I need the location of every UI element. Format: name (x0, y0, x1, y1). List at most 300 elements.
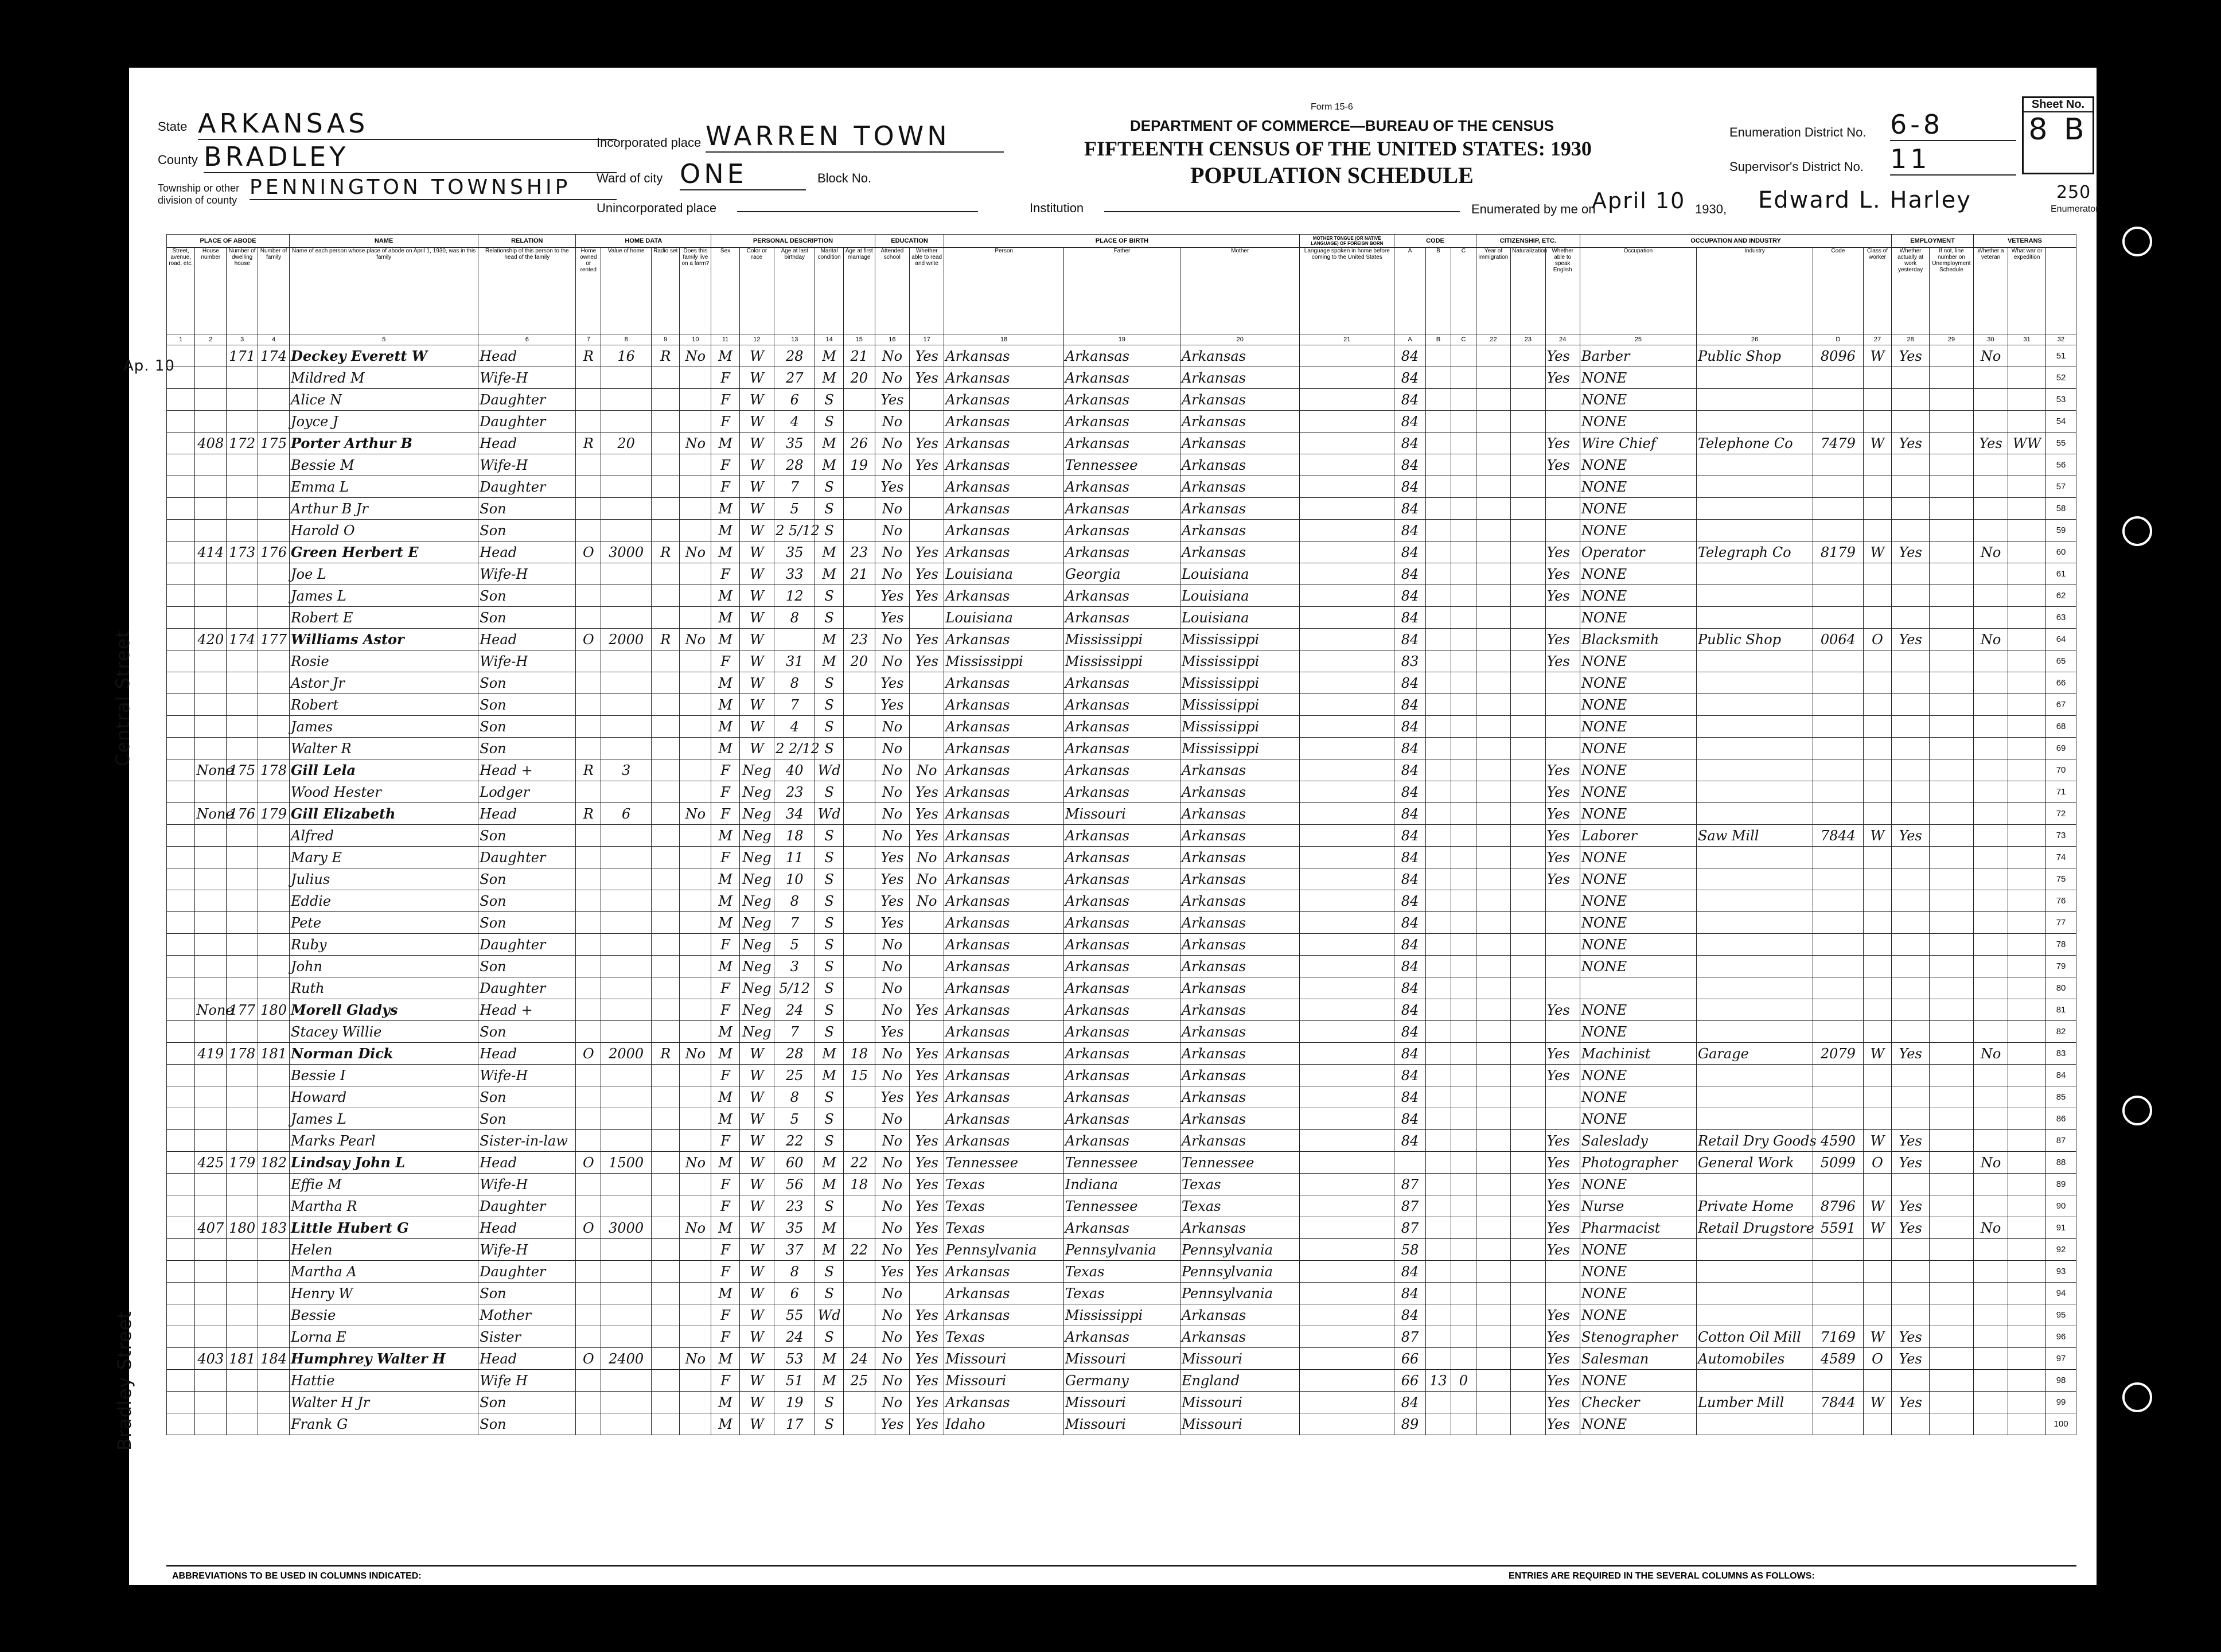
table-row (167, 520, 2076, 541)
immigration-year-cell (1476, 411, 1510, 433)
street-cell (167, 1043, 195, 1065)
veteran-cell: No (1973, 1043, 2008, 1065)
person-name-cell: Wood Hester (290, 781, 478, 803)
war-cell (2008, 476, 2046, 498)
speaks-english-cell: Yes (1545, 345, 1580, 367)
line-number-cell: 68 (2046, 716, 2076, 738)
father-birthplace-cell: Arkansas (1063, 607, 1180, 629)
street-cell (167, 498, 195, 520)
home-tenure-cell (576, 476, 601, 498)
speaks-english-cell: Yes (1545, 868, 1580, 890)
occupation-code-cell (1813, 781, 1863, 803)
mother-birthplace-cell: Arkansas (1180, 956, 1300, 977)
unemployment-line-cell (1930, 1108, 1974, 1130)
table-row (167, 454, 2076, 476)
sheet-label: Sheet No. (2024, 98, 2093, 112)
person-name-cell: Henry W (290, 1283, 478, 1304)
marital-cell: M (815, 563, 843, 585)
industry-cell (1696, 476, 1813, 498)
age-at-marriage-cell: 15 (843, 1065, 875, 1086)
township-value: PENNINGTON TOWNSHIP (250, 176, 617, 200)
speaks-english-cell: Yes (1545, 803, 1580, 825)
radio-cell (652, 1304, 680, 1326)
literacy-cell: Yes (910, 803, 944, 825)
street-cell (167, 868, 195, 890)
dwelling-number-cell: 180 (227, 1217, 258, 1239)
industry-cell (1696, 520, 1813, 541)
table-row (167, 1217, 2076, 1239)
code-a-cell: 58 (1394, 1239, 1426, 1261)
house-number-cell (195, 694, 227, 716)
home-tenure-cell (576, 1413, 601, 1435)
relation-cell: Son (478, 585, 576, 607)
mother-tongue-cell (1300, 1130, 1394, 1152)
house-number-cell (195, 1326, 227, 1348)
family-number-cell (258, 1086, 290, 1108)
occupation-cell: NONE (1580, 1370, 1696, 1392)
code-c-cell (1451, 1065, 1476, 1086)
veteran-cell (1973, 607, 2008, 629)
literacy-cell (910, 607, 944, 629)
war-cell (2008, 563, 2046, 585)
worker-class-cell (1863, 890, 1891, 912)
sex-cell: F (711, 650, 739, 672)
sex-cell: F (711, 1304, 739, 1326)
mother-tongue-cell (1300, 585, 1394, 607)
age-cell: 28 (774, 1043, 815, 1065)
birthplace-cell: Arkansas (944, 890, 1064, 912)
line-number-cell: 67 (2046, 694, 2076, 716)
radio-cell (652, 934, 680, 956)
farm-cell (680, 563, 711, 585)
relation-cell: Son (478, 607, 576, 629)
table-row (167, 629, 2076, 650)
at-work-cell (1892, 454, 1930, 476)
worker-class-cell: W (1863, 1326, 1891, 1348)
birthplace-cell: Arkansas (944, 585, 1064, 607)
sex-cell: F (711, 847, 739, 868)
race-cell: W (739, 672, 774, 694)
home-value-cell (601, 650, 652, 672)
code-b-cell (1425, 1348, 1451, 1370)
worker-class-cell (1863, 759, 1891, 781)
ward-label: Ward of city (597, 171, 663, 185)
supervisor-label: Supervisor's District No. (1729, 159, 1864, 174)
street-cell (167, 345, 195, 367)
sex-cell: M (711, 716, 739, 738)
speaks-english-cell: Yes (1545, 1370, 1580, 1392)
census-sheet (111, 68, 2101, 1585)
code-b-cell (1425, 890, 1451, 912)
literacy-cell (910, 1021, 944, 1043)
person-name-cell: Joyce J (290, 411, 478, 433)
column-number: 29 (1930, 334, 1974, 345)
person-name-cell: Gill Elizabeth (290, 803, 478, 825)
at-work-cell (1892, 934, 1930, 956)
war-cell (2008, 999, 2046, 1021)
unemployment-line-cell (1930, 345, 1974, 367)
literacy-cell (910, 934, 944, 956)
code-b-cell (1425, 650, 1451, 672)
column-description: Class of worker (1863, 248, 1891, 334)
street-cell (167, 454, 195, 476)
marital-cell: S (815, 607, 843, 629)
marital-cell: S (815, 1108, 843, 1130)
unemployment-line-cell (1930, 1130, 1974, 1152)
birthplace-cell: Missouri (944, 1348, 1064, 1370)
occupation-code-cell (1813, 454, 1863, 476)
farm-cell (680, 738, 711, 759)
veteran-cell (1973, 1413, 2008, 1435)
war-cell (2008, 956, 2046, 977)
home-tenure-cell (576, 389, 601, 411)
marital-cell: S (815, 1413, 843, 1435)
worker-class-cell (1863, 1086, 1891, 1108)
age-at-marriage-cell: 23 (843, 629, 875, 650)
table-row (167, 956, 2076, 977)
line-number-cell: 97 (2046, 1348, 2076, 1370)
immigration-year-cell (1476, 1043, 1510, 1065)
race-cell: Neg (739, 868, 774, 890)
occupation-code-cell (1813, 1108, 1863, 1130)
home-value-cell (601, 1065, 652, 1086)
code-b-cell (1425, 585, 1451, 607)
at-work-cell (1892, 1086, 1930, 1108)
industry-cell (1696, 1174, 1813, 1195)
mother-tongue-cell (1300, 1261, 1394, 1283)
immigration-year-cell (1476, 629, 1510, 650)
dwelling-number-cell (227, 411, 258, 433)
home-value-cell (601, 956, 652, 977)
family-number-cell (258, 890, 290, 912)
column-number: C (1451, 334, 1476, 345)
line-number-cell: 74 (2046, 847, 2076, 868)
census-rows (167, 345, 2076, 1435)
code-c-cell (1451, 650, 1476, 672)
industry-cell (1696, 977, 1813, 999)
literacy-cell: Yes (910, 1217, 944, 1239)
enum-district-label: Enumeration District No. (1729, 125, 1867, 139)
person-name-cell: Rosie (290, 650, 478, 672)
farm-cell (680, 1413, 711, 1435)
dwelling-number-cell (227, 694, 258, 716)
table-row (167, 541, 2076, 563)
marital-cell: S (815, 1326, 843, 1348)
unemployment-line-cell (1930, 912, 1974, 934)
code-b-cell (1425, 454, 1451, 476)
person-name-cell: Lindsay John L (290, 1152, 478, 1174)
occupation-cell: NONE (1580, 1261, 1696, 1283)
marital-cell: S (815, 1283, 843, 1304)
literacy-cell: Yes (910, 433, 944, 454)
immigration-year-cell (1476, 868, 1510, 890)
farm-cell (680, 1392, 711, 1413)
relation-cell: Head + (478, 759, 576, 781)
naturalization-cell (1511, 1392, 1545, 1413)
sex-cell: M (711, 1152, 739, 1174)
unemployment-line-cell (1930, 890, 1974, 912)
home-value-cell: 2000 (601, 629, 652, 650)
code-b-cell (1425, 1392, 1451, 1413)
speaks-english-cell: Yes (1545, 759, 1580, 781)
home-tenure-cell (576, 934, 601, 956)
sex-cell: F (711, 1130, 739, 1152)
home-tenure-cell (576, 694, 601, 716)
table-row (167, 803, 2076, 825)
mother-tongue-cell (1300, 433, 1394, 454)
school-cell: Yes (875, 847, 909, 868)
sex-cell: M (711, 738, 739, 759)
group-place-of-birth: PLACE OF BIRTH (944, 235, 1300, 248)
street-cell (167, 1392, 195, 1413)
house-number-cell (195, 650, 227, 672)
family-number-cell: 174 (258, 345, 290, 367)
mother-birthplace-cell: Pennsylvania (1180, 1283, 1300, 1304)
line-number-cell: 90 (2046, 1195, 2076, 1217)
unemployment-line-cell (1930, 498, 1974, 520)
occupation-cell: NONE (1580, 563, 1696, 585)
line-number-cell: 71 (2046, 781, 2076, 803)
code-b-cell (1425, 1174, 1451, 1195)
street-cell (167, 1086, 195, 1108)
industry-cell (1696, 1108, 1813, 1130)
radio-cell (652, 389, 680, 411)
at-work-cell (1892, 912, 1930, 934)
column-description: Whether a veteran (1973, 248, 2008, 334)
school-cell: No (875, 956, 909, 977)
radio-cell (652, 585, 680, 607)
code-a-cell: 84 (1394, 825, 1426, 847)
table-row (167, 345, 2076, 367)
code-a-cell: 84 (1394, 607, 1426, 629)
industry-cell (1696, 1283, 1813, 1304)
person-name-cell: Bessie M (290, 454, 478, 476)
farm-cell (680, 1086, 711, 1108)
marital-cell: S (815, 498, 843, 520)
industry-cell (1696, 912, 1813, 934)
speaks-english-cell: Yes (1545, 629, 1580, 650)
occupation-code-cell (1813, 716, 1863, 738)
father-birthplace-cell: Arkansas (1063, 367, 1180, 389)
relation-cell: Son (478, 868, 576, 890)
worker-class-cell (1863, 520, 1891, 541)
person-name-cell: James (290, 716, 478, 738)
birthplace-cell: Arkansas (944, 759, 1064, 781)
radio-cell (652, 672, 680, 694)
radio-cell (652, 738, 680, 759)
father-birthplace-cell: Missouri (1063, 1413, 1180, 1435)
code-c-cell (1451, 803, 1476, 825)
house-number-cell: None (195, 803, 227, 825)
dwelling-number-cell (227, 912, 258, 934)
occupation-code-cell (1813, 1086, 1863, 1108)
immigration-year-cell (1476, 890, 1510, 912)
naturalization-cell (1511, 716, 1545, 738)
occupation-cell: NONE (1580, 1413, 1696, 1435)
code-a-cell: 84 (1394, 411, 1426, 433)
race-cell: Neg (739, 977, 774, 999)
code-c-cell (1451, 607, 1476, 629)
home-value-cell (601, 389, 652, 411)
at-work-cell (1892, 781, 1930, 803)
birthplace-cell: Arkansas (944, 1108, 1064, 1130)
person-name-cell: Bessie I (290, 1065, 478, 1086)
sex-cell: M (711, 694, 739, 716)
column-number: B (1425, 334, 1451, 345)
worker-class-cell: W (1863, 541, 1891, 563)
family-number-cell (258, 1174, 290, 1195)
age-at-marriage-cell (843, 1086, 875, 1108)
literacy-cell: Yes (910, 629, 944, 650)
relation-cell: Son (478, 520, 576, 541)
column-group-row (167, 235, 2076, 248)
table-row (167, 1174, 2076, 1195)
mother-birthplace-cell: Louisiana (1180, 585, 1300, 607)
home-tenure-cell: O (576, 1217, 601, 1239)
race-cell: W (739, 1392, 774, 1413)
marital-cell: M (815, 367, 843, 389)
mother-birthplace-cell: Pennsylvania (1180, 1239, 1300, 1261)
naturalization-cell (1511, 956, 1545, 977)
speaks-english-cell: Yes (1545, 847, 1580, 868)
farm-cell (680, 694, 711, 716)
house-number-cell (195, 367, 227, 389)
column-number: 32 (2046, 334, 2076, 345)
street-cell (167, 629, 195, 650)
table-row (167, 1195, 2076, 1217)
code-c-cell (1451, 1239, 1476, 1261)
family-number-cell (258, 716, 290, 738)
unemployment-line-cell (1930, 367, 1974, 389)
immigration-year-cell (1476, 1086, 1510, 1108)
street-cell (167, 563, 195, 585)
industry-cell: Public Shop (1696, 629, 1813, 650)
worker-class-cell (1863, 1413, 1891, 1435)
farm-cell (680, 956, 711, 977)
relation-cell: Head (478, 1043, 576, 1065)
dwelling-number-cell (227, 476, 258, 498)
line-number-cell: 87 (2046, 1130, 2076, 1152)
code-a-cell: 84 (1394, 1065, 1426, 1086)
code-c-cell (1451, 1283, 1476, 1304)
street-cell (167, 912, 195, 934)
relation-cell: Daughter (478, 847, 576, 868)
home-tenure-cell (576, 956, 601, 977)
mother-birthplace-cell: Missouri (1180, 1392, 1300, 1413)
mother-tongue-cell (1300, 389, 1394, 411)
naturalization-cell (1511, 1086, 1545, 1108)
supervisor-value: 11 (1890, 143, 2016, 176)
person-name-cell: Walter H Jr (290, 1392, 478, 1413)
family-number-cell (258, 868, 290, 890)
race-cell: W (739, 1326, 774, 1348)
home-value-cell (601, 1392, 652, 1413)
mother-tongue-cell (1300, 1043, 1394, 1065)
naturalization-cell (1511, 367, 1545, 389)
school-cell: Yes (875, 607, 909, 629)
naturalization-cell (1511, 912, 1545, 934)
naturalization-cell (1511, 585, 1545, 607)
farm-cell (680, 411, 711, 433)
war-cell (2008, 1239, 2046, 1261)
immigration-year-cell (1476, 672, 1510, 694)
school-cell: Yes (875, 1086, 909, 1108)
naturalization-cell (1511, 345, 1545, 367)
industry-cell (1696, 803, 1813, 825)
worker-class-cell (1863, 498, 1891, 520)
house-number-cell (195, 1283, 227, 1304)
at-work-cell (1892, 585, 1930, 607)
worker-class-cell (1863, 1304, 1891, 1326)
code-a-cell: 84 (1394, 454, 1426, 476)
immigration-year-cell (1476, 1130, 1510, 1152)
war-cell (2008, 1065, 2046, 1086)
speaks-english-cell (1545, 1086, 1580, 1108)
line-number-cell: 56 (2046, 454, 2076, 476)
line-number-cell: 54 (2046, 411, 2076, 433)
occupation-cell: NONE (1580, 476, 1696, 498)
industry-cell (1696, 956, 1813, 977)
dwelling-number-cell (227, 1304, 258, 1326)
naturalization-cell (1511, 868, 1545, 890)
occupation-cell: Blacksmith (1580, 629, 1696, 650)
naturalization-cell (1511, 1304, 1545, 1326)
occupation-cell: NONE (1580, 999, 1696, 1021)
line-number-cell: 64 (2046, 629, 2076, 650)
age-cell: 40 (774, 759, 815, 781)
code-c-cell (1451, 433, 1476, 454)
home-tenure-cell (576, 1326, 601, 1348)
column-number: 25 (1580, 334, 1696, 345)
radio-cell (652, 847, 680, 868)
code-a-cell: 84 (1394, 999, 1426, 1021)
marital-cell: S (815, 1195, 843, 1217)
marital-cell: S (815, 694, 843, 716)
person-name-cell: James L (290, 1108, 478, 1130)
age-at-marriage-cell (843, 498, 875, 520)
immigration-year-cell (1476, 1174, 1510, 1195)
literacy-cell: Yes (910, 1130, 944, 1152)
mother-tongue-cell (1300, 912, 1394, 934)
mother-tongue-cell (1300, 367, 1394, 389)
marital-cell: S (815, 956, 843, 977)
at-work-cell (1892, 738, 1930, 759)
age-at-marriage-cell: 18 (843, 1043, 875, 1065)
immigration-year-cell (1476, 1261, 1510, 1283)
sex-cell: M (711, 541, 739, 563)
code-b-cell (1425, 1086, 1451, 1108)
age-at-marriage-cell: 22 (843, 1152, 875, 1174)
school-cell: No (875, 1326, 909, 1348)
father-birthplace-cell: Texas (1063, 1261, 1180, 1283)
line-number-cell: 83 (2046, 1043, 2076, 1065)
unemployment-line-cell (1930, 694, 1974, 716)
relation-cell: Head (478, 1217, 576, 1239)
worker-class-cell (1863, 1021, 1891, 1043)
occupation-code-cell (1813, 977, 1863, 999)
column-description: Attended school (875, 248, 909, 334)
table-row (167, 672, 2076, 694)
code-a-cell: 84 (1394, 629, 1426, 650)
worker-class-cell: O (1863, 1348, 1891, 1370)
birthplace-cell: Texas (944, 1195, 1064, 1217)
school-cell: No (875, 520, 909, 541)
mother-birthplace-cell: Arkansas (1180, 476, 1300, 498)
house-number-cell (195, 585, 227, 607)
person-name-cell: Mary E (290, 847, 478, 868)
veteran-cell (1973, 716, 2008, 738)
school-cell: No (875, 498, 909, 520)
